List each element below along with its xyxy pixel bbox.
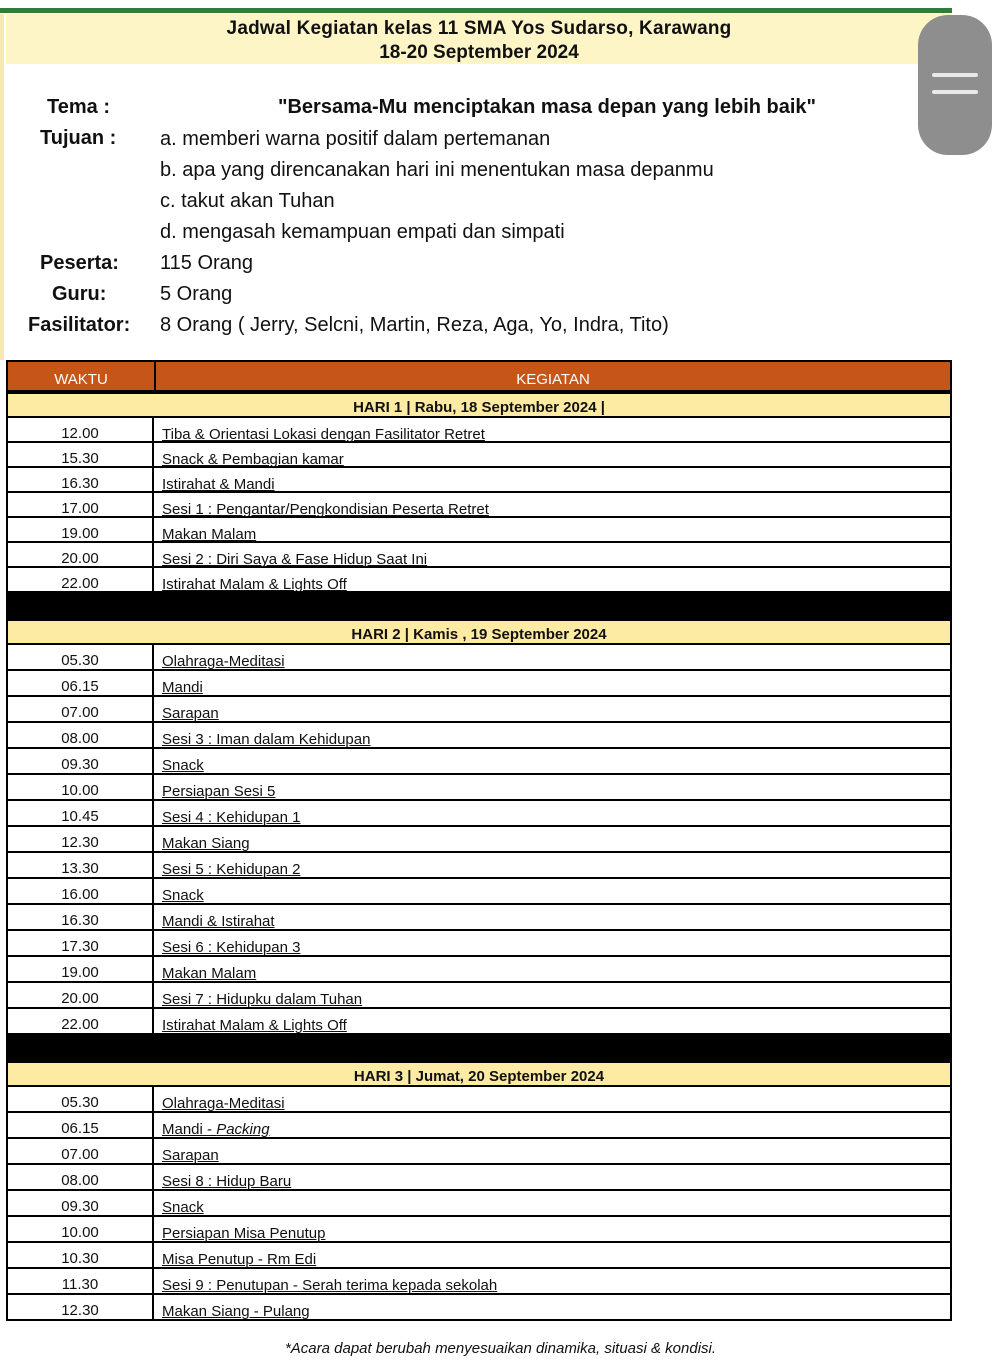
row-activity-text: Snack & Pembagian kamar [162,451,344,468]
row-activity-text: Mandi - [162,1121,217,1138]
table-row [6,518,952,543]
table-row [6,1191,952,1217]
header-kegiatan: KEGIATAN [516,371,590,388]
table-row [6,493,952,518]
row-time: 07.00 [8,1139,154,1163]
table-row [6,568,952,593]
row-activity-text: Sesi 5 : Kehidupan 2 [162,861,301,878]
tujuan-item: c. takut akan Tuhan [160,190,335,212]
table-row [6,443,952,468]
table-row [6,931,952,957]
header-waktu: WAKTU [8,362,156,390]
left-edge [0,14,4,360]
day-header: HARI 2 | Kamis , 19 September 2024 [6,619,952,645]
row-time: 06.15 [8,671,154,695]
row-time: 12.30 [8,827,154,851]
table-row [6,827,952,853]
top-accent-line [0,8,952,13]
row-activity-text: Persiapan Misa Penutup [162,1225,326,1242]
row-activity-text: Sesi 6 : Kehidupan 3 [162,939,301,956]
row-activity-text: Snack [162,887,204,904]
row-activity-text: Makan Malam [162,526,257,543]
table-row [6,879,952,905]
row-time: 10.00 [8,1217,154,1241]
row-time: 19.00 [8,518,154,541]
table-row [6,645,952,671]
top-bar [0,0,1001,14]
row-activity-text: Sesi 8 : Hidup Baru [162,1173,292,1190]
row-activity-text: Sesi 1 : Pengantar/Pengkondisian Peserta Retret [162,501,489,518]
table-row [6,983,952,1009]
row-activity-text: Sarapan [162,1147,219,1164]
row-activity-text: Sesi 4 : Kehidupan 1 [162,809,301,826]
table-row [6,697,952,723]
tujuan-item: d. mengasah kemampuan empati dan simpati [160,221,565,243]
row-time: 10.30 [8,1243,154,1267]
row-time: 20.00 [8,543,154,566]
row-activity-italic: Packing [216,1121,270,1138]
table-row [6,418,952,443]
scroll-handle[interactable] [918,15,992,155]
row-activity-text: Mandi [162,679,203,696]
table-row [6,1165,952,1191]
table-row [6,905,952,931]
row-time: 07.00 [8,697,154,721]
guru-label: Guru: [52,283,107,305]
table-row [6,1269,952,1295]
guru-value: 5 Orang [160,283,233,305]
row-time: 17.00 [8,493,154,516]
peserta-label: Peserta: [40,252,119,274]
footnote: *Acara dapat berubah menyesuaikan dinamika, situasi & kondisi. [284,1340,717,1357]
row-time: 22.00 [8,568,154,591]
document-title: Jadwal Kegiatan kelas 11 SMA Yos Sudarso, Karawang [226,18,732,39]
handle-grip-icon [932,90,978,94]
row-time: 12.30 [8,1295,154,1319]
row-activity-text: Sesi 2 : Diri Saya & Fase Hidup Saat Ini [162,551,428,568]
day-header: HARI 1 | Rabu, 18 September 2024 | [6,392,952,418]
row-time: 16.30 [8,468,154,491]
row-activity-text: Sesi 9 : Penutupan - Serah terima kepada sekolah [162,1277,498,1294]
row-activity-text: Mandi & Istirahat [162,913,275,930]
table-row [6,1087,952,1113]
row-activity-text: Persiapan Sesi 5 [162,783,276,800]
day-separator [6,593,952,621]
tujuan-item: a. memberi warna positif dalam pertemanan [160,128,551,150]
table-row [6,671,952,697]
row-time: 16.30 [8,905,154,929]
tema-value: "Bersama-Mu menciptakan masa depan yang lebih baik" [278,96,817,118]
row-activity-text: Sesi 7 : Hidupku dalam Tuhan [162,991,363,1008]
row-time: 08.00 [8,723,154,747]
row-time: 13.30 [8,853,154,877]
row-activity-text: Tiba & Orientasi Lokasi dengan Fasilitator Retret [162,426,485,443]
row-time: 10.45 [8,801,154,825]
document-date: 18-20 September 2024 [379,42,579,63]
table-row [6,1009,952,1035]
day-separator [6,1035,952,1063]
row-activity-text: Sarapan [162,705,219,722]
row-time: 09.30 [8,1191,154,1215]
tema-label: Tema : [47,96,110,118]
handle-grip-icon [932,73,978,77]
row-time: 06.15 [8,1113,154,1137]
row-time: 11.30 [8,1269,154,1293]
table-row [6,801,952,827]
table-row [6,543,952,568]
peserta-value: 115 Orang [160,252,254,274]
row-activity-text: Snack [162,1199,204,1216]
table-header [6,360,952,392]
row-time: 15.30 [8,443,154,466]
table-row [6,1139,952,1165]
row-activity-text: Makan Siang [162,835,250,852]
row-time: 16.00 [8,879,154,903]
table-row [6,1217,952,1243]
table-row [6,1295,952,1321]
row-activity-text: Istirahat Malam & Lights Off [162,576,347,593]
tujuan-item: b. apa yang direncanakan hari ini menentukan masa depanmu [160,159,714,181]
table-row [6,468,952,493]
tujuan-label: Tujuan : [40,127,117,149]
row-activity [162,1295,310,1329]
row-time: 20.00 [8,983,154,1007]
row-time: 19.00 [8,957,154,981]
row-activity-text: Istirahat Malam & Lights Off [162,1017,347,1034]
day-header: HARI 3 | Jumat, 20 September 2024 [6,1061,952,1087]
row-time: 05.30 [8,1087,154,1111]
row-time: 17.30 [8,931,154,955]
row-time: 22.00 [8,1009,154,1033]
row-activity-text: Olahraga-Meditasi [162,1095,285,1112]
row-activity-text: Istirahat & Mandi [162,476,275,493]
table-row [6,957,952,983]
row-activity-text: Olahraga-Meditasi [162,653,285,670]
row-activity-text: Makan Siang - Pulang [162,1303,310,1320]
table-row [6,1243,952,1269]
row-activity-text: Sesi 3 : Iman dalam Kehidupan [162,731,371,748]
row-time: 10.00 [8,775,154,799]
row-activity-text: Snack [162,757,204,774]
table-row [6,853,952,879]
row-time: 05.30 [8,645,154,669]
row-time: 08.00 [8,1165,154,1189]
row-activity-text: Makan Malam [162,965,257,982]
title-band [6,14,952,64]
table-row [6,1113,952,1139]
row-activity-text: Misa Penutup - Rm Edi [162,1251,317,1268]
row-time: 09.30 [8,749,154,773]
fasilitator-label: Fasilitator: [28,314,131,336]
row-time: 12.00 [8,418,154,441]
fasilitator-value: 8 Orang ( Jerry, Selcni, Martin, Reza, Aga, Yo, Indra, Tito) [160,314,669,336]
table-row [6,775,952,801]
table-row [6,723,952,749]
table-row [6,749,952,775]
